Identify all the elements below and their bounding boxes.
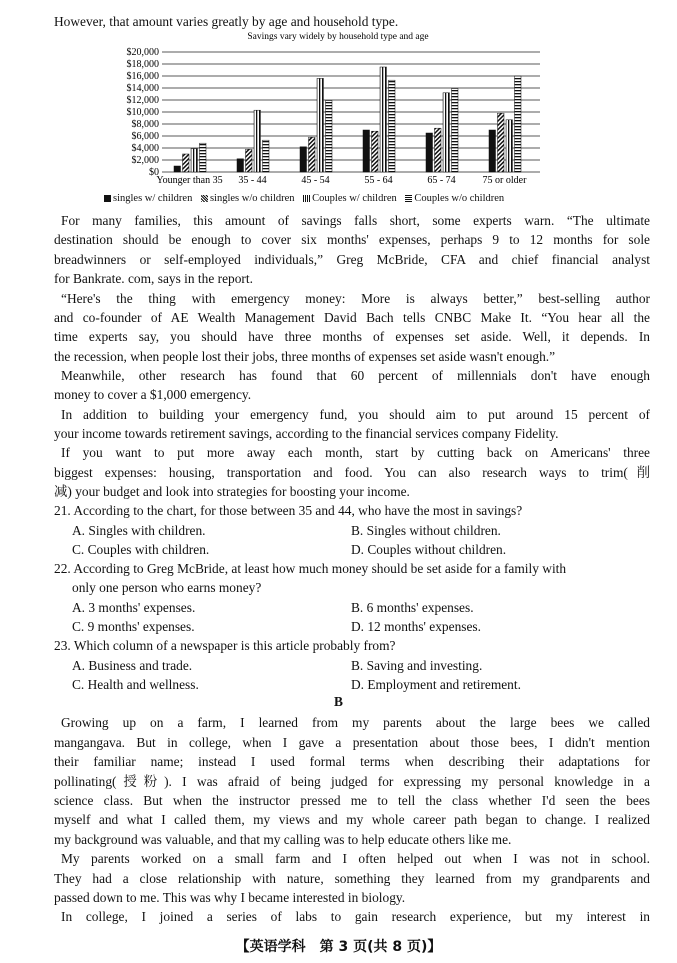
q21-option-d: D. Couples without children.	[351, 542, 507, 557]
q23-option-d: D. Employment and retirement.	[351, 677, 521, 692]
b-para3-line-1: In college, I joined a series of labs to gain research experience, but my interest in	[61, 909, 650, 924]
y-tick-label: $4,000	[131, 143, 159, 154]
bar-singles-w-o-children-0	[183, 154, 190, 172]
b-para1-line-1: Growing up on a farm, I learned from my parents about the large bees we called	[61, 715, 650, 730]
para2-line-2: and co-founder of AE Wealth Management David Bach tells CNBC Make It. “You hear all the	[54, 310, 650, 325]
bar-singles-w-children-4	[426, 133, 433, 172]
y-tick-label: $10,000	[126, 107, 159, 118]
para1-line-3: breadwinners or self-employed individuals,” Greg McBride, CFA and chief financial analyst	[54, 252, 650, 267]
q23-option-b: B. Saving and investing.	[351, 658, 483, 673]
para3-line-2: money to cover a $1,000 emergency.	[54, 387, 252, 402]
bar-couples-w-o-children-1	[263, 140, 270, 172]
x-category-label: 45 - 54	[301, 175, 330, 186]
bar-singles-w-o-children-5	[498, 113, 505, 172]
bar-couples-w-o-children-2	[326, 101, 333, 172]
para4-line-1: In addition to building your emergency fund, you should aim to put around 15 percent of	[61, 407, 650, 422]
bar-singles-w-o-children-3	[372, 131, 379, 172]
y-tick-label: $6,000	[131, 131, 159, 142]
para3-line-1: Meanwhile, other research has found that 60 percent of millennials don't have enough	[61, 368, 650, 383]
bar-couples-w-o-children-4	[452, 89, 459, 172]
y-tick-label: $14,000	[126, 83, 159, 94]
q21-option-b: B. Singles without children.	[351, 523, 501, 538]
bar-couples-w-children-2	[317, 78, 324, 172]
para2-line-1: “Here's the thing with emergency money: More is always better,” best-selling author	[61, 291, 650, 306]
q23-option-c: C. Health and wellness.	[72, 677, 199, 692]
para2-line-4: the recession, when people lost their jobs, three months of expenses set aside wasn't enough.”	[54, 349, 556, 364]
bar-singles-w-o-children-1	[246, 149, 253, 172]
y-tick-label: $0	[149, 167, 159, 178]
bar-couples-w-children-5	[506, 120, 513, 172]
para2-line-3: time experts say, you should have three months of expenses set aside. Well, it depends. In	[54, 329, 650, 344]
bar-couples-w-children-1	[254, 110, 261, 172]
savings-bar-chart	[100, 30, 570, 195]
q22-option-d: D. 12 months' expenses.	[351, 619, 481, 634]
bar-singles-w-children-5	[489, 130, 496, 172]
bar-singles-w-children-0	[174, 166, 181, 172]
b-para1-line-3: their familiar name; instead I used formal terms when describing their adaptations for	[54, 754, 650, 769]
bar-singles-w-children-1	[237, 159, 244, 172]
q23-option-a: A. Business and trade.	[72, 658, 193, 673]
page-footer: 【英语学科 第 3 页(共 8 页)】	[235, 939, 442, 955]
para4-line-2: your income towards retirement savings, according to the financial services company Fidelity.	[54, 426, 559, 441]
q22-option-c: C. 9 months' expenses.	[72, 619, 195, 634]
para5-line-2: biggest expenses: housing, transportation and food. You can also research ways to trim(削	[54, 465, 650, 480]
x-category-label: 35 - 44	[238, 175, 267, 186]
section-b-heading: B	[334, 694, 343, 709]
q23-stem: 23. Which column of a newspaper is this article probably from?	[54, 638, 396, 653]
b-para1-line-7: my background was valuable, and that my calling was to help educate others like me.	[54, 832, 512, 847]
b-para1-line-2: mangangava. But in college, when I gave a presentation about those bees, I didn't mention	[54, 735, 650, 750]
legend-item-couples-with-children: Couples w/ children	[303, 193, 397, 204]
legend-item-singles-without-children: singles w/o children	[201, 193, 295, 204]
bar-couples-w-o-children-3	[389, 80, 396, 172]
y-tick-label: $20,000	[126, 47, 159, 58]
b-para2-line-1: My parents worked on a small farm and I often helped out when I was not in school.	[61, 851, 650, 866]
para1-line-4: for Bankrate. com, says in the report.	[54, 271, 253, 286]
q22-option-b: B. 6 months' expenses.	[351, 600, 474, 615]
b-para1-line-4: pollinating(授粉). I was afraid of being judged for expressing my personal knowledge in a	[54, 774, 650, 789]
para1-line-2: destination should be enough to cover six months' expenses, perhaps 9 to 12 months for sole	[54, 232, 650, 247]
y-tick-label: $8,000	[131, 119, 159, 130]
bar-singles-w-children-3	[363, 130, 370, 172]
bar-couples-w-o-children-5	[515, 76, 522, 172]
q21-stem: 21. According to the chart, for those between 35 and 44, who have the most in savings?	[54, 503, 523, 518]
q22-stem-line-2: only one person who earns money?	[72, 580, 262, 595]
bar-singles-w-o-children-4	[435, 128, 442, 172]
legend-item-couples-without-children: Couples w/o children	[405, 193, 504, 204]
para5-line-1: If you want to put more away each month, start by cutting back on Americans' three	[61, 445, 650, 460]
q21-option-a: A. Singles with children.	[72, 523, 206, 538]
b-para1-line-5: science class. But when the instructor pressed me to tell the class whether I'd seen the bees	[54, 793, 650, 808]
bar-couples-w-children-0	[191, 149, 198, 172]
chart-legend	[104, 193, 510, 204]
x-category-label: 75 or older	[482, 175, 527, 186]
para1-line-1: For many families, this amount of savings falls short, some experts warn. “The ultimate	[61, 213, 650, 228]
b-para2-line-3: passed down to me. This was why I became interested in biology.	[54, 890, 406, 905]
y-tick-label: $12,000	[126, 95, 159, 106]
chart-title: Savings vary widely by household type and age	[247, 32, 429, 42]
bar-couples-w-o-children-0	[200, 143, 207, 172]
b-para2-line-2: They had a close relationship with nature, something they learned from my grandparents and	[54, 871, 650, 886]
y-tick-label: $18,000	[126, 59, 159, 70]
x-category-label: 65 - 74	[427, 175, 456, 186]
x-category-label: 55 - 64	[364, 175, 393, 186]
bar-couples-w-children-3	[380, 67, 387, 172]
intro-line: However, that amount varies greatly by age and household type.	[54, 14, 399, 29]
y-tick-label: $2,000	[131, 155, 159, 166]
bar-couples-w-children-4	[443, 93, 450, 172]
bar-singles-w-children-2	[300, 147, 307, 172]
y-tick-label: $16,000	[126, 71, 159, 82]
b-para1-line-6: myself and what I called them, my views and my whole career path began to change. I realized	[54, 812, 650, 827]
x-category-label: Younger than 35	[156, 175, 223, 186]
q22-option-a: A. 3 months' expenses.	[72, 600, 196, 615]
bar-singles-w-o-children-2	[309, 137, 316, 172]
q22-stem-line-1: 22. According to Greg McBride, at least how much money should be set aside for a family with	[54, 561, 567, 576]
legend-item-singles-with-children: singles w/ children	[104, 193, 192, 204]
para5-line-3: 减) your budget and look into strategies for boosting your income.	[54, 484, 410, 499]
q21-option-c: C. Couples with children.	[72, 542, 210, 557]
